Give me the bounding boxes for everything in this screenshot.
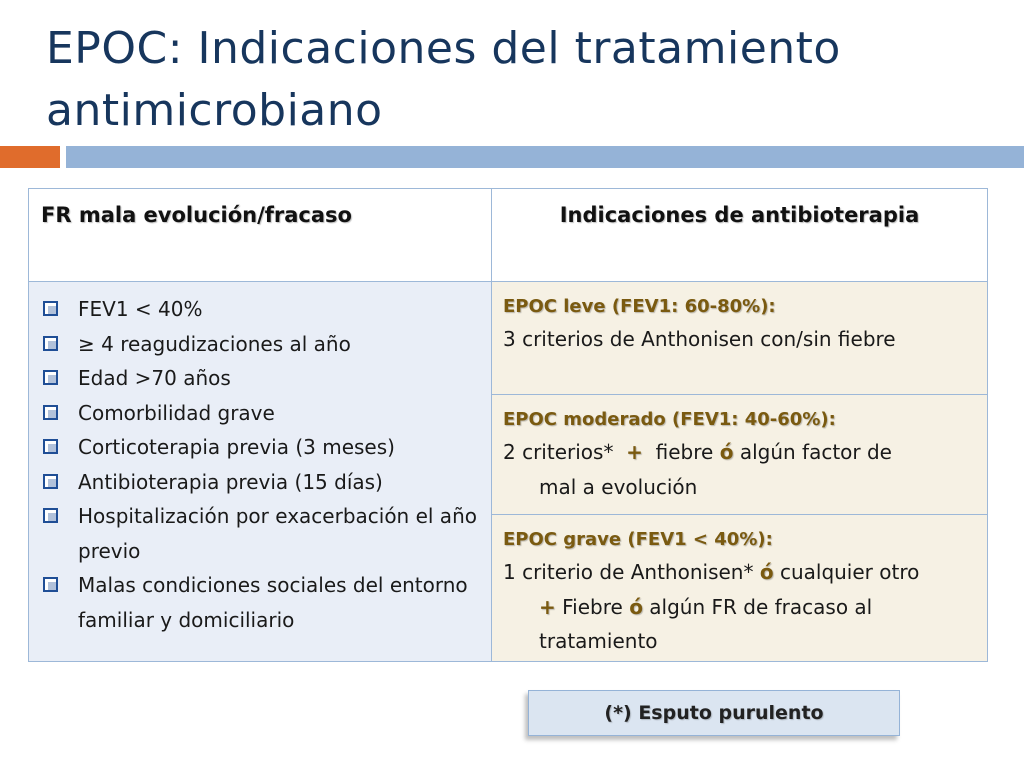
list-item: Edad >70 años — [41, 361, 491, 396]
grave-heading: EPOC grave (FEV1 < 40%): — [503, 529, 773, 550]
checkbox-bullet-icon — [43, 336, 58, 351]
risk-factors-cell — [29, 282, 492, 661]
or-operator: ó — [759, 560, 774, 584]
indication-grave — [492, 515, 987, 661]
title-line-1: EPOC: Indicaciones del tratamiento — [46, 23, 841, 74]
list-item: FEV1 < 40% — [41, 292, 491, 327]
checkbox-bullet-icon — [43, 508, 58, 523]
checkbox-bullet-icon — [43, 301, 58, 316]
checkbox-bullet-icon — [43, 405, 58, 420]
list-item: Antibioterapia previa (15 días) — [41, 465, 491, 500]
header-risk-factors: FR mala evolución/fracaso — [29, 189, 492, 282]
accent-bar-blue — [66, 146, 1024, 168]
header-indications: Indicaciones de antibioterapia — [492, 189, 987, 282]
checkbox-bullet-icon — [43, 577, 58, 592]
checkbox-bullet-icon — [43, 439, 58, 454]
indications-table — [28, 188, 988, 662]
list-item: Hospitalización por exacerbación el año previo — [41, 499, 491, 568]
list-item: Comorbilidad grave — [41, 396, 491, 431]
checkbox-bullet-icon — [43, 370, 58, 385]
plus-sign: + — [626, 440, 643, 464]
moderado-text: 2 criterios* + fiebre ó algún factor de mal a evolución — [503, 440, 892, 499]
list-item: Malas condiciones sociales del entorno familiar y domiciliario — [41, 568, 491, 637]
grave-text: 1 criterio de Anthonisen* ó cualquier otro + Fiebre ó algún FR de fracaso al tratamiento — [503, 560, 920, 653]
leve-heading: EPOC leve (FEV1: 60-80%): — [503, 296, 776, 317]
leve-text: 3 criterios de Anthonisen con/sin fiebre — [503, 327, 896, 351]
footnote-box: (*) Esputo purulento — [528, 690, 900, 736]
title-line-2: antimicrobiano — [46, 85, 383, 136]
or-operator: ó — [719, 440, 734, 464]
list-item: ≥ 4 reagudizaciones al año — [41, 327, 491, 362]
indication-moderado — [492, 395, 987, 515]
slide-title — [46, 18, 1006, 142]
indication-leve — [492, 282, 987, 395]
plus-sign: + — [539, 594, 556, 619]
risk-factors-list — [41, 292, 491, 637]
or-operator: ó — [629, 594, 643, 619]
accent-bar-orange — [0, 146, 60, 168]
moderado-heading: EPOC moderado (FEV1: 40-60%): — [503, 409, 836, 430]
checkbox-bullet-icon — [43, 474, 58, 489]
list-item: Corticoterapia previa (3 meses) — [41, 430, 491, 465]
